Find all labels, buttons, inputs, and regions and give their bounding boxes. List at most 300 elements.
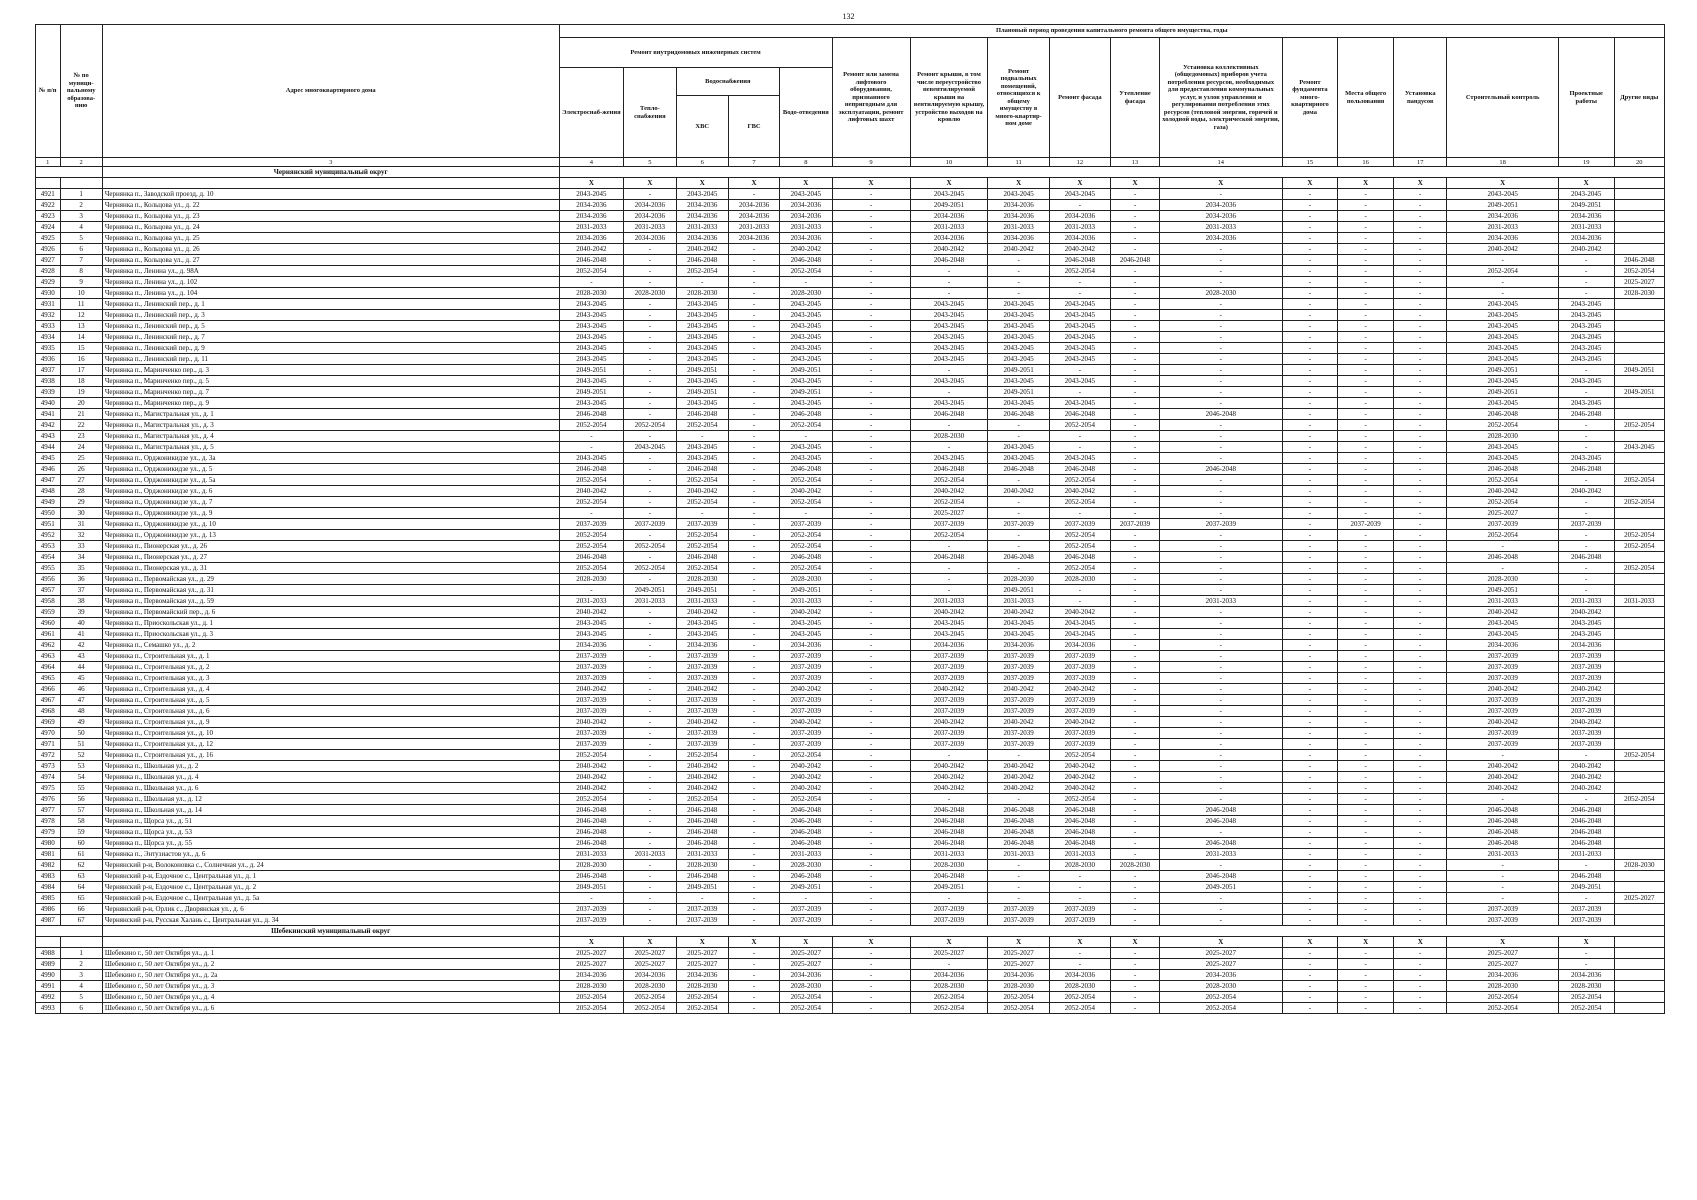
period-cell: 2046-2048 — [1447, 464, 1558, 475]
period-cell: 2049-2051 — [1447, 585, 1558, 596]
period-cell: - — [1111, 354, 1160, 365]
period-cell — [1614, 486, 1664, 497]
period-cell: - — [728, 629, 779, 640]
period-cell — [1614, 783, 1664, 794]
period-cell: - — [728, 794, 779, 805]
period-cell: - — [780, 431, 832, 442]
period-cell: 2052-2054 — [1558, 1003, 1614, 1014]
municipal-number: 57 — [60, 805, 102, 816]
row-number: 4925 — [36, 233, 61, 244]
period-cell: 2046-2048 — [1447, 552, 1558, 563]
municipal-number: 46 — [60, 684, 102, 695]
header-construction-control: Строительный контроль — [1447, 38, 1558, 158]
period-cell: 2043-2045 — [1447, 310, 1558, 321]
period-cell: 2025-2027 — [676, 959, 728, 970]
period-cell: - — [624, 871, 676, 882]
period-cell: 2031-2033 — [910, 849, 988, 860]
period-cell: 2046-2048 — [1558, 409, 1614, 420]
address-cell: Чернянка п., Ленинский пер., д. 9 — [102, 343, 559, 354]
period-cell: 2040-2042 — [988, 244, 1049, 255]
period-cell: 2040-2042 — [1447, 684, 1558, 695]
address-cell: Чернянка п., Орджоникидзе ул., д. 6 — [102, 486, 559, 497]
period-cell: 2046-2048 — [559, 255, 624, 266]
address-cell: Чернянка п., Маринченко пер., д. 3 — [102, 365, 559, 376]
period-cell: 2040-2042 — [676, 486, 728, 497]
period-cell: - — [1111, 1003, 1160, 1014]
period-cell: - — [624, 607, 676, 618]
row-number: 4980 — [36, 838, 61, 849]
period-cell: 2052-2054 — [559, 992, 624, 1003]
x-marker-cell: X — [832, 937, 910, 948]
period-cell: - — [1338, 651, 1394, 662]
municipal-number: 58 — [60, 816, 102, 827]
period-cell: - — [1338, 684, 1394, 695]
period-cell: 2043-2045 — [559, 376, 624, 387]
period-cell: - — [1393, 750, 1446, 761]
period-cell: - — [624, 794, 676, 805]
period-cell: 2031-2033 — [676, 222, 728, 233]
period-cell: 2037-2039 — [1558, 915, 1614, 926]
municipal-number: 2 — [60, 959, 102, 970]
period-cell: 2031-2033 — [624, 596, 676, 607]
period-cell: 2040-2042 — [1558, 486, 1614, 497]
period-cell: - — [1338, 860, 1394, 871]
period-cell: - — [728, 761, 779, 772]
period-cell: - — [1160, 662, 1283, 673]
period-cell: 2040-2042 — [988, 684, 1049, 695]
table-row — [36, 728, 1665, 739]
period-cell: - — [1338, 827, 1394, 838]
period-cell: - — [1160, 244, 1283, 255]
period-cell: - — [1338, 970, 1394, 981]
period-cell: - — [728, 530, 779, 541]
table-row — [36, 783, 1665, 794]
period-cell: - — [1111, 728, 1160, 739]
row-number: 4989 — [36, 959, 61, 970]
period-cell: 2028-2030 — [988, 981, 1049, 992]
table-row — [36, 420, 1665, 431]
period-cell: - — [1338, 904, 1394, 915]
period-cell: - — [1393, 376, 1446, 387]
address-cell: Чернянка п., Ленинский пер., д. 1 — [102, 299, 559, 310]
period-cell: - — [1160, 728, 1283, 739]
period-cell: 2043-2045 — [559, 310, 624, 321]
period-cell: - — [728, 717, 779, 728]
address-cell: Чернянка п., Школьная ул., д. 12 — [102, 794, 559, 805]
municipal-number: 16 — [60, 354, 102, 365]
period-cell: 2040-2042 — [1558, 772, 1614, 783]
district-name: Шебекинский муниципальный округ — [102, 926, 559, 937]
period-cell: - — [1111, 222, 1160, 233]
period-cell — [1614, 376, 1664, 387]
table-row — [36, 299, 1665, 310]
empty-cell — [102, 178, 559, 189]
period-cell — [1614, 827, 1664, 838]
period-cell: - — [624, 684, 676, 695]
period-cell: - — [1111, 541, 1160, 552]
period-cell: - — [832, 860, 910, 871]
row-number: 4940 — [36, 398, 61, 409]
period-cell: 2040-2042 — [1558, 607, 1614, 618]
period-cell: - — [832, 255, 910, 266]
period-cell: 2052-2054 — [676, 497, 728, 508]
period-cell: - — [624, 915, 676, 926]
period-cell: - — [1282, 992, 1338, 1003]
period-cell: 2040-2042 — [1049, 607, 1110, 618]
period-cell: - — [1111, 189, 1160, 200]
period-cell: - — [1338, 376, 1394, 387]
period-cell — [1614, 574, 1664, 585]
period-cell: - — [728, 277, 779, 288]
period-cell: - — [1338, 222, 1394, 233]
period-cell: - — [624, 673, 676, 684]
period-cell: 2037-2039 — [1338, 519, 1394, 530]
period-cell: - — [624, 662, 676, 673]
period-cell: - — [988, 563, 1049, 574]
period-cell: 2043-2045 — [780, 332, 832, 343]
period-cell: - — [728, 541, 779, 552]
table-row — [36, 255, 1665, 266]
municipal-number: 27 — [60, 475, 102, 486]
period-cell: 2040-2042 — [559, 783, 624, 794]
period-cell: - — [832, 816, 910, 827]
period-cell: - — [1393, 563, 1446, 574]
period-cell: - — [1282, 222, 1338, 233]
address-cell: Чернянка п., Школьная ул., д. 6 — [102, 783, 559, 794]
header-insulation: Утепление фасада — [1111, 38, 1160, 158]
period-cell: - — [624, 761, 676, 772]
period-cell: - — [1282, 552, 1338, 563]
period-cell: - — [1111, 200, 1160, 211]
period-cell: 2037-2039 — [1049, 706, 1110, 717]
period-cell: 2043-2045 — [1049, 629, 1110, 640]
period-cell: - — [1282, 497, 1338, 508]
period-cell: 2043-2045 — [780, 376, 832, 387]
period-cell: - — [1393, 552, 1446, 563]
municipal-number: 50 — [60, 728, 102, 739]
period-cell: - — [1338, 420, 1394, 431]
period-cell: - — [1282, 596, 1338, 607]
period-cell: 2043-2045 — [676, 398, 728, 409]
period-cell: - — [1338, 662, 1394, 673]
period-cell: - — [832, 618, 910, 629]
period-cell: - — [624, 398, 676, 409]
municipal-number: 42 — [60, 640, 102, 651]
period-cell: - — [1111, 453, 1160, 464]
period-cell: 2034-2036 — [780, 970, 832, 981]
period-cell: - — [1338, 1003, 1394, 1014]
period-cell: - — [1282, 453, 1338, 464]
period-cell: - — [1393, 838, 1446, 849]
period-cell: 2037-2039 — [780, 706, 832, 717]
x-marker-cell: X — [1160, 178, 1283, 189]
period-cell: - — [1338, 552, 1394, 563]
period-cell: 2034-2036 — [676, 970, 728, 981]
period-cell: 2043-2045 — [910, 299, 988, 310]
period-cell: 2046-2048 — [1558, 871, 1614, 882]
period-cell: - — [728, 453, 779, 464]
period-cell: - — [728, 376, 779, 387]
period-cell: - — [728, 189, 779, 200]
period-cell: - — [832, 761, 910, 772]
period-cell: 2046-2048 — [1049, 827, 1110, 838]
municipal-number: 21 — [60, 409, 102, 420]
period-cell: 2043-2045 — [988, 453, 1049, 464]
period-cell: - — [1338, 871, 1394, 882]
period-cell: 2052-2054 — [1614, 266, 1664, 277]
address-cell: Чернянка п., Семашко ул., д. 2 — [102, 640, 559, 651]
period-cell — [1614, 585, 1664, 596]
period-cell: 2046-2048 — [559, 805, 624, 816]
table-row — [36, 244, 1665, 255]
period-cell — [1614, 871, 1664, 882]
period-cell: - — [1160, 431, 1283, 442]
address-cell: Чернянка п., Пионерская ул., д. 27 — [102, 552, 559, 563]
municipal-number: 56 — [60, 794, 102, 805]
row-number: 4986 — [36, 904, 61, 915]
table-row — [36, 827, 1665, 838]
period-cell: - — [1338, 200, 1394, 211]
period-cell: - — [1049, 387, 1110, 398]
period-cell: - — [1393, 860, 1446, 871]
period-cell: 2031-2033 — [780, 596, 832, 607]
period-cell: 2052-2054 — [676, 266, 728, 277]
period-cell: 2028-2030 — [624, 981, 676, 992]
period-cell: - — [832, 728, 910, 739]
x-marker-cell: X — [728, 178, 779, 189]
period-cell: 2034-2036 — [988, 970, 1049, 981]
period-cell: 2034-2036 — [988, 211, 1049, 222]
municipal-number: 19 — [60, 387, 102, 398]
period-cell: 2040-2042 — [910, 761, 988, 772]
address-cell: Чернянка п., Орджоникидзе ул., д. 9 — [102, 508, 559, 519]
header-foundation: Ремонт фундамента много-квартирного дома — [1282, 38, 1338, 158]
period-cell: - — [1338, 574, 1394, 585]
period-cell: 2034-2036 — [728, 233, 779, 244]
period-cell: - — [988, 255, 1049, 266]
x-marker-cell: X — [832, 178, 910, 189]
period-cell: - — [1393, 574, 1446, 585]
period-cell: 2034-2036 — [1558, 640, 1614, 651]
table-row — [36, 343, 1665, 354]
period-cell: 2028-2030 — [1614, 288, 1664, 299]
municipal-number: 36 — [60, 574, 102, 585]
period-cell: 2052-2054 — [1447, 497, 1558, 508]
period-cell: 2043-2045 — [988, 332, 1049, 343]
period-cell: - — [988, 508, 1049, 519]
period-cell — [1614, 398, 1664, 409]
period-cell: - — [1049, 948, 1110, 959]
address-cell: Чернянка п., Ленинский пер., д. 5 — [102, 321, 559, 332]
period-cell: 2037-2039 — [988, 915, 1049, 926]
period-cell: 2034-2036 — [780, 211, 832, 222]
period-cell: 2025-2027 — [1447, 948, 1558, 959]
period-cell: - — [1282, 541, 1338, 552]
period-cell: 2052-2054 — [624, 992, 676, 1003]
period-cell: 2025-2027 — [559, 948, 624, 959]
period-cell: 2040-2042 — [676, 717, 728, 728]
period-cell: - — [988, 475, 1049, 486]
period-cell: - — [1111, 882, 1160, 893]
period-cell: 2046-2048 — [1160, 838, 1283, 849]
period-cell: - — [1160, 783, 1283, 794]
row-number: 4981 — [36, 849, 61, 860]
period-cell: 2040-2042 — [988, 761, 1049, 772]
period-cell: - — [1393, 354, 1446, 365]
period-cell: - — [728, 970, 779, 981]
period-cell: - — [1049, 585, 1110, 596]
header-basement: Ремонт подвальных помещений, относящихся к общему имуществу в много-квартир-ном доме — [988, 38, 1049, 158]
table-row — [36, 475, 1665, 486]
period-cell: 2025-2027 — [910, 508, 988, 519]
period-cell: - — [1393, 618, 1446, 629]
period-cell: 2040-2042 — [559, 761, 624, 772]
period-cell: - — [832, 640, 910, 651]
period-cell: 2043-2045 — [1447, 618, 1558, 629]
period-cell: 2040-2042 — [559, 717, 624, 728]
period-cell: - — [832, 519, 910, 530]
period-cell: - — [728, 255, 779, 266]
period-cell: 2031-2033 — [728, 222, 779, 233]
period-cell: 2040-2042 — [780, 717, 832, 728]
period-cell: 2040-2042 — [1558, 244, 1614, 255]
municipal-number: 28 — [60, 486, 102, 497]
period-cell: - — [1160, 343, 1283, 354]
period-cell: 2046-2048 — [1447, 827, 1558, 838]
row-number: 4927 — [36, 255, 61, 266]
period-cell: - — [1282, 882, 1338, 893]
period-cell: - — [1111, 816, 1160, 827]
period-cell: 2034-2036 — [910, 970, 988, 981]
table-row — [36, 706, 1665, 717]
period-cell: - — [1160, 706, 1283, 717]
period-cell: - — [728, 442, 779, 453]
period-cell: - — [559, 442, 624, 453]
municipal-number: 14 — [60, 332, 102, 343]
period-cell: - — [832, 299, 910, 310]
period-cell: - — [1338, 695, 1394, 706]
period-cell: 2046-2048 — [988, 838, 1049, 849]
x-marker-cell: X — [559, 178, 624, 189]
period-cell: - — [624, 893, 676, 904]
period-cell: - — [1338, 508, 1394, 519]
period-cell: 2037-2039 — [1111, 519, 1160, 530]
municipal-number: 67 — [60, 915, 102, 926]
period-cell: - — [1558, 266, 1614, 277]
period-cell: - — [1338, 959, 1394, 970]
period-cell: 2043-2045 — [676, 343, 728, 354]
table-row — [36, 574, 1665, 585]
period-cell: 2052-2054 — [1049, 992, 1110, 1003]
period-cell: - — [1282, 618, 1338, 629]
period-cell: 2046-2048 — [910, 805, 988, 816]
period-cell: 2052-2054 — [1558, 992, 1614, 1003]
period-cell: 2025-2027 — [910, 948, 988, 959]
x-marker-cell: X — [1111, 178, 1160, 189]
column-number: 11 — [988, 158, 1049, 167]
period-cell: - — [1160, 607, 1283, 618]
period-cell: 2037-2039 — [988, 651, 1049, 662]
period-cell: 2043-2045 — [910, 629, 988, 640]
period-cell: 2028-2030 — [676, 288, 728, 299]
period-cell: 2034-2036 — [910, 211, 988, 222]
period-cell: - — [728, 299, 779, 310]
period-cell: 2043-2045 — [676, 354, 728, 365]
period-cell: 2043-2045 — [676, 376, 728, 387]
period-cell: - — [832, 211, 910, 222]
period-cell: 2037-2039 — [1049, 915, 1110, 926]
period-cell: - — [1160, 772, 1283, 783]
municipal-number: 24 — [60, 442, 102, 453]
header-n-pp: № п/п — [36, 25, 61, 158]
period-cell: - — [624, 475, 676, 486]
column-number: 6 — [676, 158, 728, 167]
address-cell: Чернянский р-н, Ездочное с., Центральная ул., д. 1 — [102, 871, 559, 882]
period-cell — [1614, 838, 1664, 849]
period-cell: 2049-2051 — [676, 365, 728, 376]
period-cell: - — [1393, 607, 1446, 618]
period-cell: - — [1111, 783, 1160, 794]
period-cell: - — [1111, 376, 1160, 387]
period-cell: - — [728, 321, 779, 332]
period-cell: 2040-2042 — [910, 244, 988, 255]
municipal-number: 30 — [60, 508, 102, 519]
period-cell: 2046-2048 — [910, 871, 988, 882]
column-number: 7 — [728, 158, 779, 167]
period-cell: 2043-2045 — [780, 629, 832, 640]
period-cell: - — [1558, 541, 1614, 552]
period-cell: 2037-2039 — [1447, 915, 1558, 926]
x-marker-cell: X — [988, 178, 1049, 189]
period-cell: 2043-2045 — [1558, 618, 1614, 629]
period-cell: - — [1282, 640, 1338, 651]
period-cell: - — [910, 365, 988, 376]
period-cell: 2025-2027 — [988, 948, 1049, 959]
period-cell — [1614, 618, 1664, 629]
period-cell: - — [624, 431, 676, 442]
period-cell: - — [1447, 277, 1558, 288]
period-cell: - — [1111, 299, 1160, 310]
period-cell: 2040-2042 — [1049, 717, 1110, 728]
period-cell: - — [1338, 310, 1394, 321]
period-cell: - — [832, 596, 910, 607]
period-cell: - — [1393, 211, 1446, 222]
period-cell: - — [1558, 288, 1614, 299]
period-cell: - — [1282, 981, 1338, 992]
x-marker-cell: X — [728, 937, 779, 948]
period-cell: 2043-2045 — [1447, 442, 1558, 453]
period-cell: - — [832, 409, 910, 420]
period-cell: 2037-2039 — [910, 739, 988, 750]
period-cell: 2046-2048 — [1447, 816, 1558, 827]
period-cell: 2043-2045 — [1558, 453, 1614, 464]
period-cell: 2043-2045 — [559, 332, 624, 343]
period-cell — [1614, 662, 1664, 673]
period-cell: 2037-2039 — [676, 739, 728, 750]
period-cell: 2043-2045 — [676, 442, 728, 453]
period-cell: - — [1558, 893, 1614, 904]
period-cell: - — [1393, 365, 1446, 376]
period-cell: - — [1160, 794, 1283, 805]
period-cell: - — [1111, 288, 1160, 299]
period-cell: - — [1338, 387, 1394, 398]
period-cell: - — [1282, 739, 1338, 750]
period-cell: 2043-2045 — [559, 299, 624, 310]
table-row — [36, 409, 1665, 420]
period-cell: - — [1282, 585, 1338, 596]
address-cell: Чернянка п., Школьная ул., д. 14 — [102, 805, 559, 816]
period-cell — [1614, 321, 1664, 332]
